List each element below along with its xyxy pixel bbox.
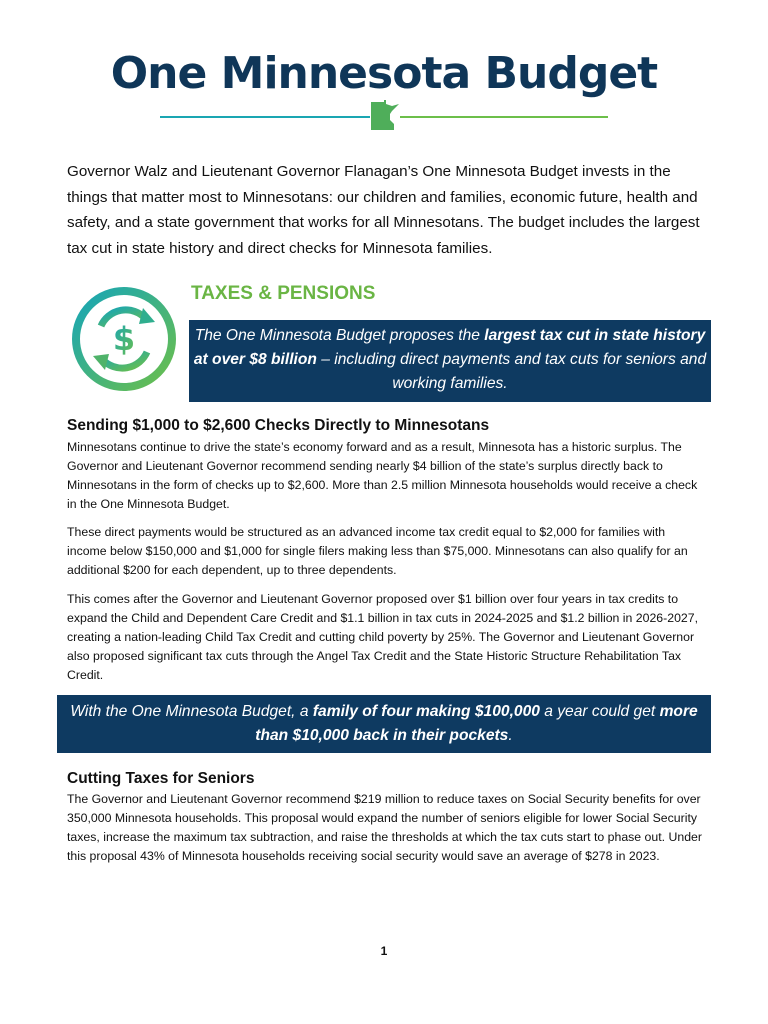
page-title: One Minnesota Budget [110,48,658,99]
title-rule-right [400,116,608,118]
callout-bold-text: largest tax cut in state history at over $8 billion [193,327,706,368]
seniors-heading: Cutting Taxes for Seniors [67,770,255,787]
callout-text: a year could get [539,703,660,720]
page-number: 1 [380,944,388,958]
intro-paragraph: Governor Walz and Lieutenant Governor Flanagan’s One Minnesota Budget invests in the things that matter most to Minnesotans: our children and families, economic future, health and safety, and a state government that works for all Minnesotans. The budget includes the largest tax cut in state history and direct checks for Minnesota families. [67,163,700,257]
callout-text: The One Minnesota Budget proposes the [194,327,485,344]
callout-bold-text: family of four making $100,000 [312,703,540,720]
checks-heading: Sending $1,000 to $2,600 Checks Directly to Minnesotans [67,417,490,434]
checks-paragraph-2: These direct payments would be structured as an advanced income tax credit equal to $2,000 for families with income below $150,000 and $1,000 for single filers making less than $75,000. Minnesotans can also qualify for an additional $200 for each dependent, up to three dependents. [67,525,688,577]
section-heading: TAXES & PENSIONS [191,283,376,304]
callout-text: With the One Minnesota Budget, a [70,703,313,720]
svg-text:$: $ [112,320,136,358]
title-rule-left [160,116,370,118]
callout-family-savings [57,695,711,753]
callout-text: – including direct payments and tax cuts for seniors and working families. [316,351,707,392]
dollar-cycle-icon [71,286,177,392]
seniors-paragraph: The Governor and Lieutenant Governor recommend $219 million to reduce taxes on Social Security benefits for over 350,000 Minnesota households. This proposal would expand the number of seniors eligible for lower Social Security taxes, increase the maximum tax subtraction, and raise the thresholds at which the tax cuts start to phase out. Under this proposal 43% of Minnesota households receiving social security would save an average of $278 in 2023. [67,792,702,863]
checks-paragraph-1: Minnesotans continue to drive the state’s economy forward and as a result, Minnesota has a historic surplus. The Governor and Lieutenant Governor recommend sending nearly $4 billion of the state’s surplus directly back to Minnesotans in the form of checks up to $2,600. More than 2.5 million Minnesota households would receive a check in the One Minnesota Budget. [67,440,698,511]
callout-largest-tax-cut [189,320,711,402]
callout-bold-text: more than $10,000 back in their pockets [255,703,698,744]
minnesota-shape-icon [368,98,402,132]
checks-paragraph-3: This comes after the Governor and Lieutenant Governor proposed over $1 billion over four years in tax credits to expand the Child and Dependent Care Credit and $1.1 billion in tax cuts in 2024-2025 and $1.2 billion in 2026-2027, creating a nation-leading Child Tax Credit and cutting child poverty by 25%. The Governor and Lieutenant Governor also proposed significant tax cuts through the Angel Tax Credit and the State Historic Structure Rehabilitation Tax Credit. [67,592,699,682]
callout-text: . [508,727,513,744]
